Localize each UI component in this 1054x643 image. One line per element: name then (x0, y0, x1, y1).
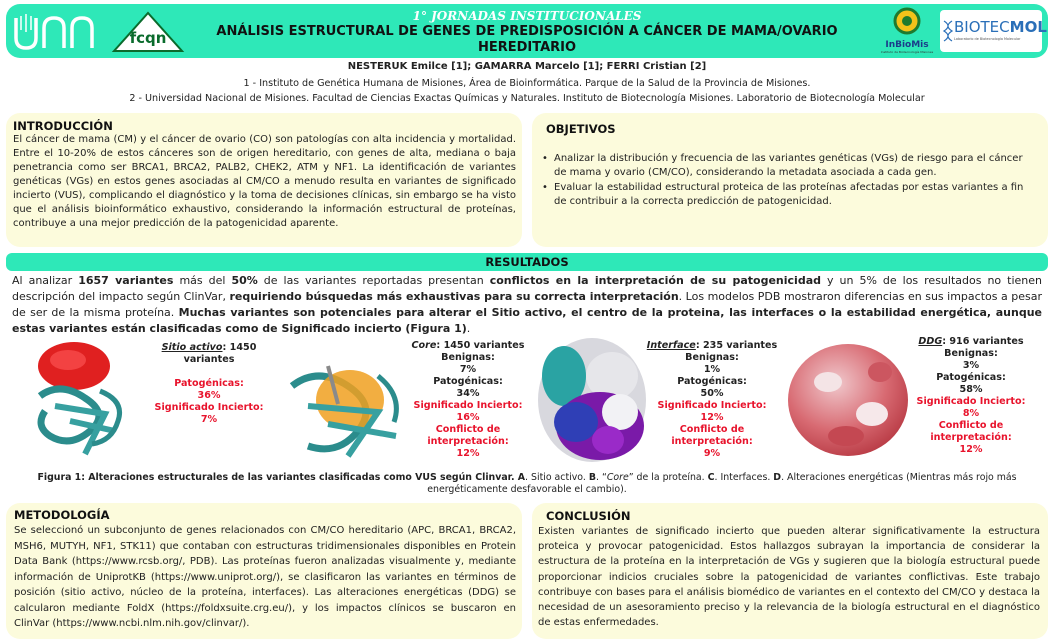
figure-b-label-incierto: Significado Incierto: (413, 400, 523, 411)
biotecmol-logo-sub: Laboratorio de Biotecnología Molecular (954, 37, 1021, 41)
figure-d-title-rest: : 916 variantes (942, 336, 1024, 347)
figure-d-protein-image (784, 338, 910, 464)
figure-d-value-conflicto: 12% (959, 444, 983, 455)
biotec-mol-text: MOL (1009, 18, 1047, 36)
inbiomis-logo-sub: Instituto de Biotecnología Misiones (880, 50, 934, 54)
objetivo-item (540, 152, 1034, 180)
figure-b-value-patogenicas: 34% (456, 388, 480, 399)
figure-d-title (904, 336, 1038, 348)
objetivo-text: Analizar la distribución y frecuencia de las variantes genéticas (VGs) de riesgo para el cáncer de mama y ovario (CM/CO), considerando la metadata asociada a cada gen. (554, 153, 1023, 178)
objetivos-list (540, 152, 1034, 209)
figure-b-protein-image (278, 346, 408, 464)
resultados-bold-part: 50% (231, 274, 258, 287)
figure-b-value-benignas: 7% (459, 364, 477, 375)
objetivo-item (540, 181, 1034, 209)
metodologia-text: Se seleccionó un subconjunto de genes relacionados con CM/CO hereditario (APC, BRCA1, BRCA2, MSH6, MUTYH, NF1, STK11) que contaban con estructuras tridimensionales disponibles en Protein Data Bank (https://www.rcsb.org/, PDB). Las proteínas fueron analizadas visualmente y, mediante información de UniprotKB (https://www.uniprot.org/), se clasificaron las variantes en términos de posición (sitio activo, núcleo de la proteína, interfaces). Las alteraciones energéticas (DDG) se calcularon mediante FoldX (https://foldxsuite.crg.eu/), y los impactos clínicos se buscaron en ClinVar (https://www.ncbi.nlm.nih.gov/clinvar/). (14, 525, 516, 629)
figure-b-label-conflicto: Conflicto de (435, 424, 501, 435)
objetivo-text: Evaluar la estabilidad estructural proteica de las proteínas afectadas por estas variantes a fin de contribuir a la correcta predicción de patogenicidad. (554, 182, 1024, 207)
resultados-text-part: . (466, 322, 471, 335)
svg-text:fcqn: fcqn (129, 29, 167, 47)
figure-caption-c: C (707, 472, 715, 483)
figure-caption-b: B (588, 472, 596, 483)
resultados-title: RESULTADOS (6, 253, 1048, 271)
objetivos-title: OBJETIVOS (546, 122, 616, 136)
poster-title-line2: HEREDITARIO (477, 40, 577, 55)
conclusion-title: CONCLUSIÓN (546, 509, 631, 523)
figure-b-title-italic: Core (411, 340, 437, 351)
conclusion-text: Existen variantes de significado incierto que pueden alterar significativamente la estructura proteica y provocar patogenicidad. Estos hallazgos subrayan la importancia de considerar la estructura de la proteína en la interpretación de VGs y sugieren que la biología estructural puede proporcionar indicios cruciales sobre la patogenicidad de variantes conflictivas. Este trabajo contribuye con bases para el análisis biomédico de variantes en el contexto del CM/CO y destaca la necesidad de un asesoramiento preciso y la relevancia de la biología estructural en el diagnóstico de estas enfermedades. (538, 526, 1040, 629)
figure-b-title (406, 340, 530, 352)
inbiomis-logo (880, 6, 934, 56)
metodologia-panel (6, 503, 522, 639)
figure-c-title (644, 340, 780, 352)
affiliation-2: 2 - Universidad Nacional de Misiones. Facultad de Ciencias Exactas Químicas y Naturales. Instituto de Biotecnología Misiones. Laboratorio de Biotecnología Molecular (129, 93, 925, 104)
figure-c-label-incierto: Significado Incierto: (657, 400, 767, 411)
figure-c-value-incierto: 12% (700, 412, 724, 423)
figure-caption (30, 472, 1024, 496)
inbiomis-logo-text: InBioMis (885, 40, 929, 50)
figure-caption-a: A (514, 472, 526, 483)
figure-d-label-conflicto: Conflicto de (938, 420, 1004, 431)
figure-d-label-interpretacion: interpretación: (930, 432, 1012, 443)
figure-c-label-patogenicas: Patogénicas: (677, 376, 747, 387)
figure-d-value-benignas: 3% (962, 360, 980, 371)
figure-c-value-conflicto: 9% (703, 448, 721, 459)
figure-caption-d: D (773, 472, 782, 483)
figure-d-label-patogenicas: Patogénicas: (936, 372, 1006, 383)
figure-b-stats (406, 340, 530, 460)
figure-b-label-interpretacion: interpretación: (427, 436, 509, 447)
resultados-text-part: de las variantes reportadas presentan (257, 274, 490, 287)
figure-a-label-patogenicas: Patogénicas: (174, 378, 244, 389)
resultados-text-part: y un 5% de los resultados no tienen descripción del impacto según ClinVar, (12, 274, 1042, 303)
resultados-bold-part: conflictos en la interpretación de su patogenicidad (489, 274, 821, 287)
figure-c-label-benignas: Benignas: (685, 352, 739, 363)
affiliation-1: 1 - Instituto de Genética Humana de Misiones, Área de Bioinformática. Parque de la Salud de la Provincia de Misiones. (243, 78, 811, 89)
figure-b-value-incierto: 16% (456, 412, 480, 423)
figure-c-label-conflicto: Conflicto de (679, 424, 745, 435)
resultados-text-part: más del (173, 274, 232, 287)
objetivos-panel (532, 113, 1048, 247)
figure-caption-part: . “ (595, 472, 607, 483)
resultados-bold-part: requiriendo búsquedas más exhaustivas para su correcta interpretación (229, 290, 679, 303)
figure-caption-part: ” de la proteína. (628, 472, 708, 483)
figure-caption-part: . Alteraciones energéticas (Mientras más rojo más energéticamente desfavorable el cambio). (427, 472, 1017, 495)
resultados-text-part: . Los modelos PDB mostraron diferencias en sus impactos a pesar de ser de la misma proteína. (12, 290, 1042, 319)
figure-c-value-benignas: 1% (703, 364, 721, 375)
figure-caption-part: . Sitio activo. (525, 472, 589, 483)
authors: NESTERUK Emilce [1]; GAMARRA Marcelo [1]; FERRI Cristian [2] (347, 61, 707, 72)
figure-c-label-interpretacion: interpretación: (671, 436, 753, 447)
figure-caption-core: Core (606, 472, 629, 483)
metodologia-title: METODOLOGÍA (14, 508, 110, 522)
figure-b-title-rest: : 1450 variantes (436, 340, 525, 351)
bullet-icon: • (542, 153, 548, 164)
introduccion-title: INTRODUCCIÓN (13, 119, 113, 133)
figure-d-stats (904, 336, 1038, 456)
poster-title-line1: ANÁLISIS ESTRUCTURAL DE GENES DE PREDISPOSICIÓN A CÁNCER DE MAMA/OVARIO (216, 24, 838, 39)
dna-icon (943, 20, 953, 42)
figure-a-value-patogenicas: 36% (197, 390, 221, 401)
resultados-text-part: Al analizar (12, 274, 79, 287)
figure-c-title-rest: : 235 variantes (695, 340, 778, 351)
resultados-bold-part: Muchas variantes son potenciales para alterar el Sitio activo, el centro de la proteina, las interfaces o la estabilidad energética, aunque estas variantes están clasificadas como de Significado incierto (Figura 1) (12, 306, 1042, 335)
introduccion-panel (6, 113, 522, 247)
figure-d-label-benignas: Benignas: (944, 348, 998, 359)
conference-title: 1° JORNADAS INSTITUCIONALES (412, 9, 642, 23)
figure-caption-part: . Interfaces. (714, 472, 774, 483)
bullet-icon: • (542, 182, 548, 193)
figure-b-label-patogenicas: Patogénicas: (433, 376, 503, 387)
figure-a-stats (136, 342, 282, 426)
figure-a-title-italic: Sitio activo (161, 342, 223, 353)
biotec-text: BIOTEC (954, 18, 1010, 36)
figure-d-value-incierto: 8% (962, 408, 980, 419)
figure-a-protein-image (30, 336, 136, 464)
figure-d-label-incierto: Significado Incierto: (916, 396, 1026, 407)
figure-b-label-benignas: Benignas: (441, 352, 495, 363)
figure-c-value-patogenicas: 50% (700, 388, 724, 399)
figure-a-label-incierto: Significado Incierto: (154, 402, 264, 413)
introduccion-text: El cáncer de mama (CM) y el cáncer de ovario (CO) son patologías con alta incidencia y mortalidad. Entre el 10-20% de estos cánceres son de origen hereditario, con genes de alta, mediana o baja penetrancia como ser BRCA1, BRCA2, PALB2, CHEK2, ATM y NF1. La identificación de variantes genéticas (VGs) en estos genes asociadas al CM/CO a menudo resulta en variantes de significado incierto (VUS), complicando el diagnóstico y la toma de decisiones clínicas, sin embargo se ha visto que el análisis bioinformático exhaustivo, considerando la información estructural de proteínas, contribuye a una mejor predicción de la patogenicidad aparente. (13, 134, 516, 229)
figure-d-title-italic: DDG (918, 336, 943, 347)
biotecmol-logo (940, 10, 1047, 52)
figure-c-protein-image (536, 336, 648, 466)
resultados-bold-part: 1657 variantes (78, 274, 174, 287)
conclusion-panel (532, 503, 1048, 639)
figure-a-title-rest: : 1450 variantes (183, 342, 257, 365)
figure-c-stats (644, 340, 780, 460)
inbiomis-logo-icon (887, 6, 927, 36)
figure-a-title (136, 342, 282, 366)
figure-b-value-conflicto: 12% (456, 448, 480, 459)
figure-caption-bold: Figura 1: Alteraciones estructurales de las variantes clasificadas como VUS según Clinvar. (37, 472, 515, 483)
figure-a-value-incierto: 7% (200, 414, 218, 425)
figure-d-value-patogenicas: 58% (959, 384, 983, 395)
poster-header (6, 4, 1048, 58)
figure-c-title-italic: Interface (646, 340, 696, 351)
resultados-text (12, 273, 1042, 337)
